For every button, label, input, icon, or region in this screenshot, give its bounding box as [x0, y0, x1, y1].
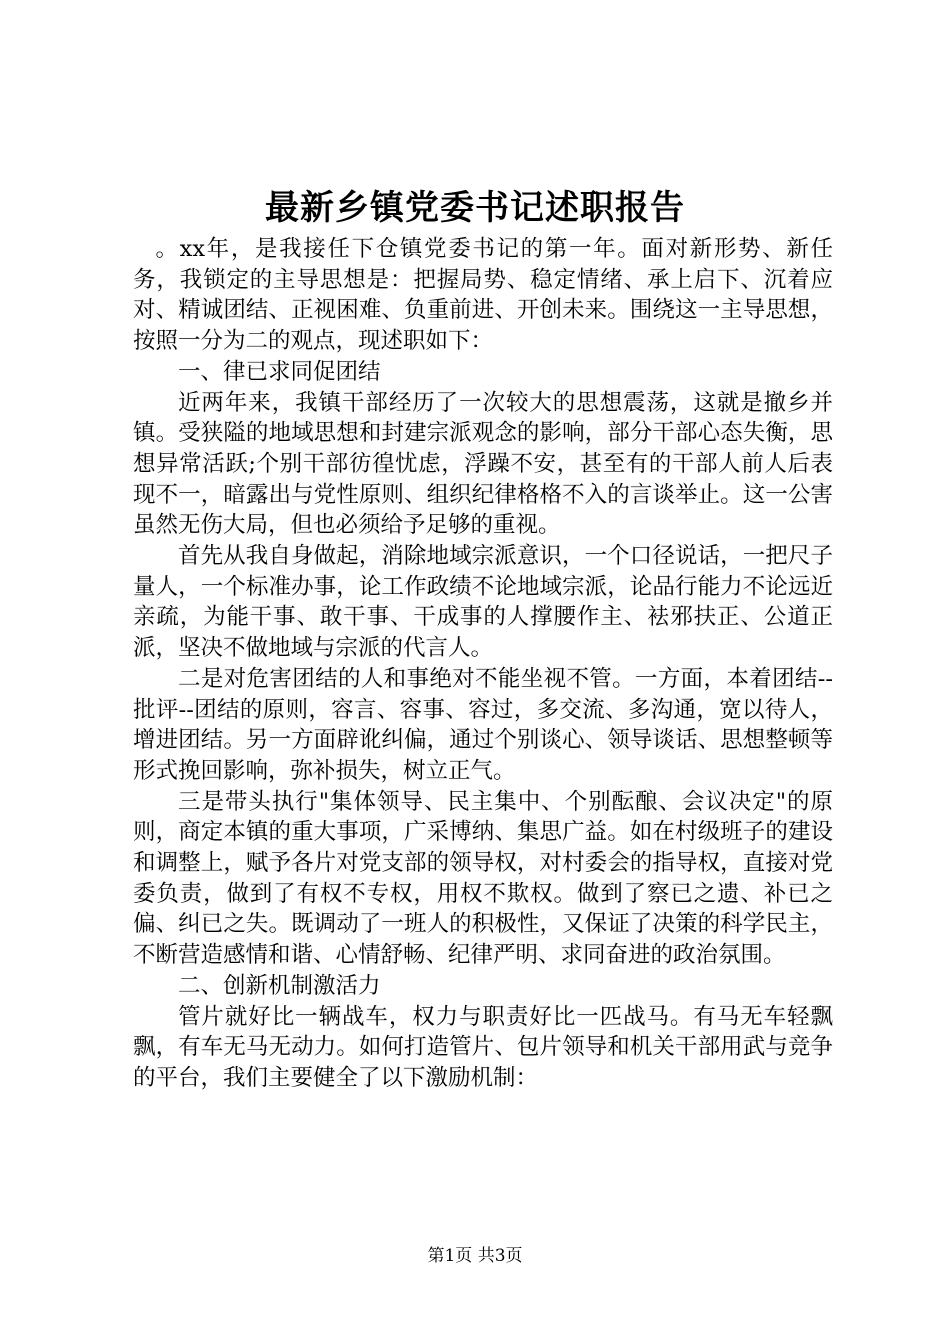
page-footer: 第1页 共3页 — [427, 1246, 523, 1266]
document-body — [133, 234, 833, 1094]
paragraph: 近两年来，我镇干部经历了一次较大的思想震荡，这就是撤乡并镇。受狭隘的地域思想和封建宗派观念的影响，部分干部心态失衡，思想异常活跃;个别干部彷徨忧虑，浮躁不安，甚至有的干部人前人后表现不一，暗露出与党性原则、组织纪律格格不入的言谈举止。这一公害虽然无伤大局，但也必须给予足够的重视。 — [133, 389, 833, 539]
section-heading-1: 一、律已求同促团结 — [178, 358, 381, 385]
paragraph: 管片就好比一辆战车，权力与职责好比一匹战马。有马无车轻飘飘，有车无马无动力。如何打造管片、包片领导和机关干部用武与竞争的平台，我们主要健全了以下激励机制： — [133, 1003, 833, 1091]
document-title: 最新乡镇党委书记述职报告 — [265, 188, 685, 228]
paragraph: 三是带头执行"集体领导、民主集中、个别酝酿、会议决定"的原则，商定本镇的重大事项，广采博纳、集思广益。如在村级班子的建设和调整上，赋予各片对党支部的领导权，对村委会的指导权，直接对党委负责，做到了有权不专权，用权不欺权。做到了察已之遗、补已之偏、纠已之失。既调动了一班人的积极性，又保证了决策的科学民主，不断营造感情和谐、心情舒畅、纪律严明、求同奋进的政治氛围。 — [133, 788, 833, 969]
paragraph-intro: 。xx年，是我接任下仓镇党委书记的第一年。面对新形势、新任务，我锁定的主导思想是：把握局势、稳定情绪、承上启下、沉着应对、精诚团结、正视困难、负重前进、开创未来。围绕这一主导思想，按照一分为二的观点，现述职如下： — [133, 236, 833, 355]
paragraph: 二是对危害团结的人和事绝对不能坐视不管。一方面，本着团结--批评--团结的原则，容言、容事、容过，多交流、多沟通，宽以待人，增进团结。另一方面辟讹纠偏，通过个别谈心、领导谈话、思想整顿等形式挽回影响，弥补损失，树立正气。 — [133, 665, 833, 784]
section-heading-2: 二、创新机制激活力 — [178, 972, 381, 999]
paragraph: 首先从我自身做起，消除地域宗派意识，一个口径说话，一把尺子量人，一个标准办事，论工作政绩不论地域宗派，论品行能力不论远近亲疏，为能干事、敢干事、干成事的人撑腰作主、袪邪扶正、公道正派，坚决不做地域与宗派的代言人。 — [133, 543, 833, 662]
